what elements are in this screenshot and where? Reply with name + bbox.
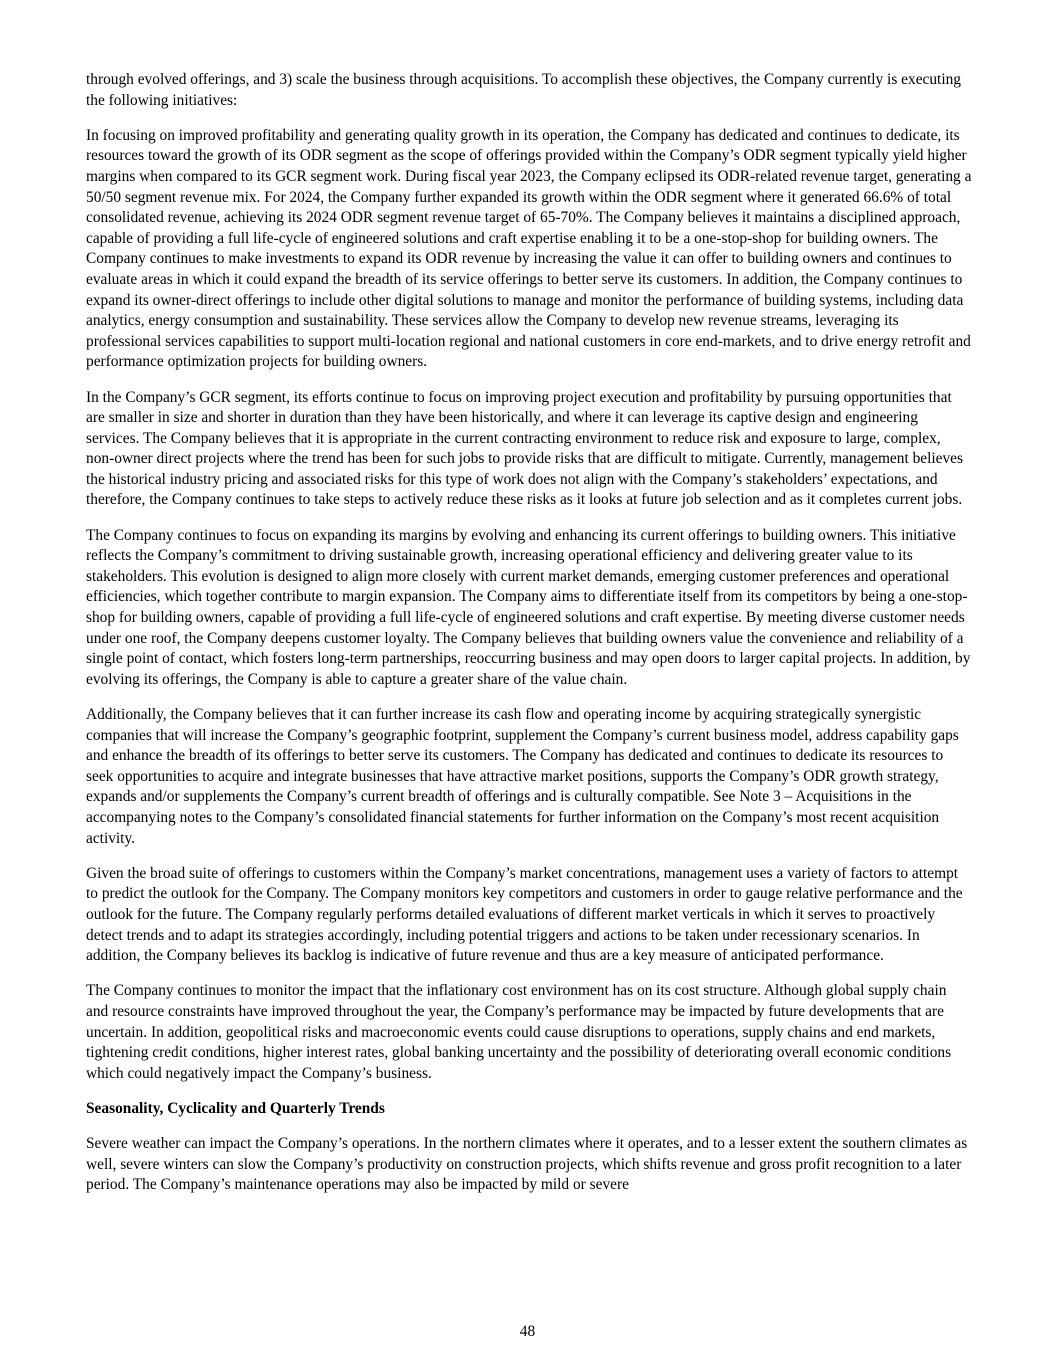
paragraph-inflation: The Company continues to monitor the impact that the inflationary cost environment has on its cost structure. Although global supply chain and resource constraints have improved throughout the year, the Company’s performance may be impacted by future developments that are uncertain. In addition, geopolitical risks and macroeconomic events could cause disruptions to operations, supply chains and end markets, tightening credit conditions, higher interest rates, global banking uncertainty and the possibility of deteriorating overall economic conditions which could negatively impact the Company’s business. (86, 982, 952, 1082)
paragraph-outlook: Given the broad suite of offerings to customers within the Company’s market concentrations, management uses a variety of factors to attempt to predict the outlook for the Company. The Company monitors key competitors and customers in order to gauge relative performance and the outlook for the future. The Company regularly performs detailed evaluations of different market verticals in which it serves to proactively detect trends and to adapt its strategies accordingly, including potential triggers and actions to be taken under recessionary scenarios. In addition, the Company believes its backlog is indicative of future revenue and thus are a key measure of anticipated performance. (86, 864, 963, 965)
paragraph-initiatives-intro: through evolved offerings, and 3) scale the business through acquisitions. To accomplish these objectives, the Company currently is executing the following initiatives: (86, 71, 961, 109)
paragraph-margin-expansion: The Company continues to focus on expanding its margins by evolving and enhancing its current offerings to building owners. This initiative reflects the Company’s commitment to driving sustainable growth, increasing operational efficiency and delivering greater value to its stakeholders. This evolution is designed to align more closely with current market demands, emerging customer preferences and operational efficiencies, which together contribute to margin expansion. The Company aims to differentiate itself from its competitors by being a one-stop-shop for building owners, capable of providing a full life-cycle of engineered solutions and craft expertise. By meeting diverse customer needs under one roof, the Company deepens customer loyalty. The Company believes that building owners value the convenience and reliability of a single point of contact, which fosters long-term partnerships, reoccurring business and may open doors to larger capital projects. In addition, by evolving its offerings, the Company is able to capture a greater share of the value chain. (86, 526, 971, 688)
paragraph-odr-segment: In focusing on improved profitability and generating quality growth in its operation, the Company has dedicated and continues to dedicate, its resources toward the growth of its ODR segment as the scope of offerings provided within the Company’s ODR segment typically yield higher margins when compared to its GCR segment work. During fiscal year 2023, the Company eclipsed its ODR-related revenue target, generating a 50/50 segment revenue mix. For 2024, the Company further expanded its growth within the ODR segment where it generated 66.6% of total consolidated revenue, achieving its 2024 ODR segment revenue target of 65-70%. The Company believes it maintains a disciplined approach, capable of providing a full life-cycle of engineered solutions and craft expertise enabling it to be a one-stop-shop for building owners. The Company continues to make investments to expand its ODR revenue by increasing the value it can offer to building owners and continues to evaluate areas in which it could expand the breadth of its service offerings to better serve its customers. In addition, the Company continues to expand its owner-direct offerings to include other digital solutions to manage and monitor the performance of building systems, including data analytics, energy consumption and sustainability. These services allow the Company to develop new revenue streams, leveraging its professional services capabilities to support multi-location regional and national customers in core end-markets, and to drive energy retrofit and performance optimization projects for building owners. (86, 126, 972, 371)
paragraph-severe-weather: Severe weather can impact the Company’s operations. In the northern climates where it operates, and to a lesser extent the southern climates as well, severe winters can slow the Company’s productivity on construction projects, which shifts revenue and gross profit recognition to a later period. The Company’s maintenance operations may also be impacted by mild or severe (86, 1135, 968, 1194)
page-number: 48 (519, 1323, 536, 1340)
paragraph-gcr-segment: In the Company’s GCR segment, its efforts continue to focus on improving project execution and profitability by pursuing opportunities that are smaller in size and shorter in duration than they have been historically, and where it can leverage its captive design and engineering services. The Company believes that it is appropriate in the current contracting environment to reduce risk and exposure to large, complex, non-owner direct projects where the trend has been for such jobs to provide risks that are difficult to mitigate. Currently, management believes the historical industry pricing and associated risks for this type of work does not align with the Company’s stakeholders’ expectations, and therefore, the Company continues to take steps to actively reduce these risks as it looks at future job selection and as it completes current jobs. (86, 388, 963, 509)
document-body (86, 70, 972, 1210)
section-heading-seasonality: Seasonality, Cyclicality and Quarterly Trends (86, 1099, 385, 1117)
paragraph-acquisitions: Additionally, the Company believes that it can further increase its cash flow and operating income by acquiring strategically synergistic companies that will increase the Company’s geographic footprint, supplement the Company’s current business model, address capability gaps and enhance the breadth of its offerings to better serve its customers. The Company has dedicated and continues to dedicate its resources to seek opportunities to acquire and integrate businesses that have attractive market positions, supports the Company’s ODR growth strategy, expands and/or supplements the Company’s current breadth of offerings and is culturally compatible. See Note 3 – Acquisitions in the accompanying notes to the Company’s consolidated financial statements for further information on the Company’s most recent acquisition activity. (86, 706, 959, 847)
